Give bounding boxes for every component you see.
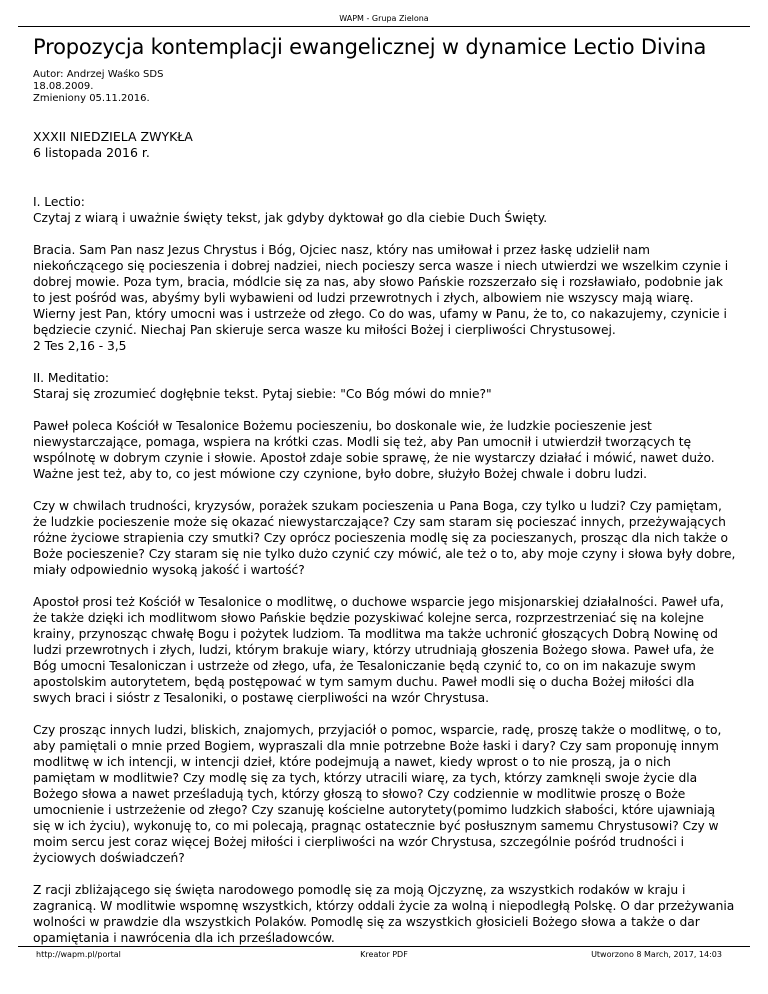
header-divider [18,26,750,27]
scripture-text: Bracia. Sam Pan nasz Jezus Chrystus i Bóg, Ojciec nasz, który nas umiłował i przez łaskę udzielił nam niekończącego się pocieszenia i dobrej nadziei, niech pocieszy serca wasze i niech utwierdzi we wszelkim czynie i dobrej mowie. Poza tym, bracia, módlcie się za nas, aby słowo Pańskie rozszerzało się i rozsławiało, podobnie jak to jest pośród was, abyśmy byli wybawieni od ludzi przewrotnych i złych, albowiem nie wszyscy mają wiarę. Wierny jest Pan, który umocni was i ustrzeże od złego. Co do was, ufamy w Panu, że to, co nakazujemy, czynicie i będziecie czynić. Niechaj Pan skieruje serca wasze ku miłości Bożej i cierpliwości Chrystusowej. [33,243,729,337]
meditation-paragraph: Apostoł prosi też Kościół w Tesalonice o modlitwę, o duchowe wsparcie jego misjonarskiej działalności. Paweł ufa, że także dzięki ich modlitwom słowo Pańskie będzie pozyskiwać kolejne serca, rozprzestrzeniać się na kolejne krainy, przynosząc chwałę Bogu i pożytek ludziom. Ta modlitwa ma także uchronić głoszących Dobrą Nowinę od ludzi przewrotnych i złych, ludzi, którym brakuje wiary, którzy utrudniają głoszenia Bożego słowa. Paweł ufa, że Bóg umocni Tesaloniczan i ustrzeże od złego, ufa, że Tesaloniczanie będą czynić to, co on im nakazuje swym apostolskim autorytetem, będą postępować w tym samym duchu. Paweł modli się o ducha Bożej miłości dla swych braci i sióstr z Tesaloniki, o postawę cierpliwości na wzór Chrystusa. [33,595,724,705]
footer-creator: Kreator PDF [360,950,408,959]
meditatio-heading: II. Meditatio: [33,371,110,385]
date-line: 18.08.2009. [33,81,94,92]
lectio-heading: I. Lectio: [33,195,85,209]
document-meta [33,69,736,105]
footer-created: Utworzono 8 March, 2017, 14:03 [591,950,722,959]
footer-divider [18,946,750,947]
scripture-reference: 2 Tes 2,16 - 3,5 [33,339,127,353]
meditation-paragraph: Czy w chwilach trudności, kryzysów, porażek szukam pocieszenia u Pana Boga, czy tylko u ludzi? Czy pamiętam, że ludzkie pocieszenie może się okazać niewystarczające? Czy sam staram się pocieszać innych, przeżywających różne życiowe strapienia czy smutki? Czy oprócz pocieszenia modlę się za pocieszanych, prosząc dla nich także o Boże pocieszenie? Czy staram się nie tylko dużo czynić czy mówić, ale też o to, aby moje czyny i słowa były dobre, miały odpowiednio wysoką jakość i wartość? [33,499,736,577]
meditation-paragraph: Czy prosząc innych ludzi, bliskich, znajomych, przyjaciół o pomoc, wsparcie, radę, proszę także o modlitwę, o to, aby pamiętali o mnie przed Bogiem, wypraszali dla mnie potrzebne Boże łaski i dary? Czy sam proponuję innym modlitwę w ich intencji, w intencji dzieł, które podejmują a nawet, kiedy wprost o to nie proszą, ja o nich pamiętam w modlitwie? Czy modlę się za tych, którzy utracili wiarę, za tych, którzy zamknęli swoje życie dla Bożego słowa a nawet prześladują tych, którzy głoszą to słowo? Czy codziennie w modlitwie proszę o Boże umocnienie i ustrzeżenie od złego? Czy szanuję kościelne autorytety(pomimo ludzkich słabości, które ujawniają się w ich życiu), wykonuję to, co mi polecają, pragnąc ostatecznie być posłusznym samemu Chrystusowi? Czy w moim sercu jest coraz więcej Bożej miłości i cierpliwości na wzór Chrystusa, szczególnie pośród trudności i życiowych doświadczeń? [33,723,722,865]
meditatio-instruction: Staraj się zrozumieć dogłębnie tekst. Pytaj siebie: "Co Bóg mówi do mnie?" [33,387,492,401]
author-line: Autor: Andrzej Waśko SDS [33,69,164,80]
liturgical-day [33,129,736,161]
modified-line: Zmieniony 05.11.2016. [33,93,150,104]
document-body [33,34,736,946]
document-title: Propozycja kontemplacji ewangelicznej w dynamice Lectio Divina [33,35,707,59]
day-date: 6 listopada 2016 r. [33,145,150,160]
lectio-instruction: Czytaj z wiarą i uważnie święty tekst, jak gdyby dyktował go dla ciebie Duch Święty. [33,211,548,225]
page-header: WAPM - Grupa Zielona [339,14,429,23]
footer-url[interactable]: http://wapm.pl/portal [36,950,121,959]
lectio-section [33,194,736,226]
meditation-paragraph: Paweł poleca Kościół w Tesalonice Bożemu pocieszeniu, bo doskonale wie, że ludzkie pocieszenie jest niewystarczające, pomaga, wspiera na krótki czas. Modli się też, aby Pan umocnił i utwierdził tworzących tę wspólnotę w dobrym czynie i słowie. Apostoł zdaje sobie sprawę, że nie wystarczy działać i mówić, nawet dużo. Ważne jest też, aby to, co jest mówione czy czynione, było dobre, służyło Bożej chwale i dobru ludzi. [33,419,715,481]
meditatio-section [33,370,736,402]
meditation-paragraph: Z racji zbliżającego się święta narodowego pomodlę się za moją Ojczyznę, za wszystkich rodaków w kraju i zagranicą. W modlitwie wspomnę wszystkich, którzy oddali życie za wolną i niepodległą Polskę. O dar przeżywania wolności w prawdzie dla wszystkich Polaków. Pomodlę się za wszystkich głosicieli Bożego słowa a także o dar opamiętania i nawrócenia dla ich prześladowców. [33,883,735,945]
day-name: XXXII NIEDZIELA ZWYKŁA [33,129,193,144]
